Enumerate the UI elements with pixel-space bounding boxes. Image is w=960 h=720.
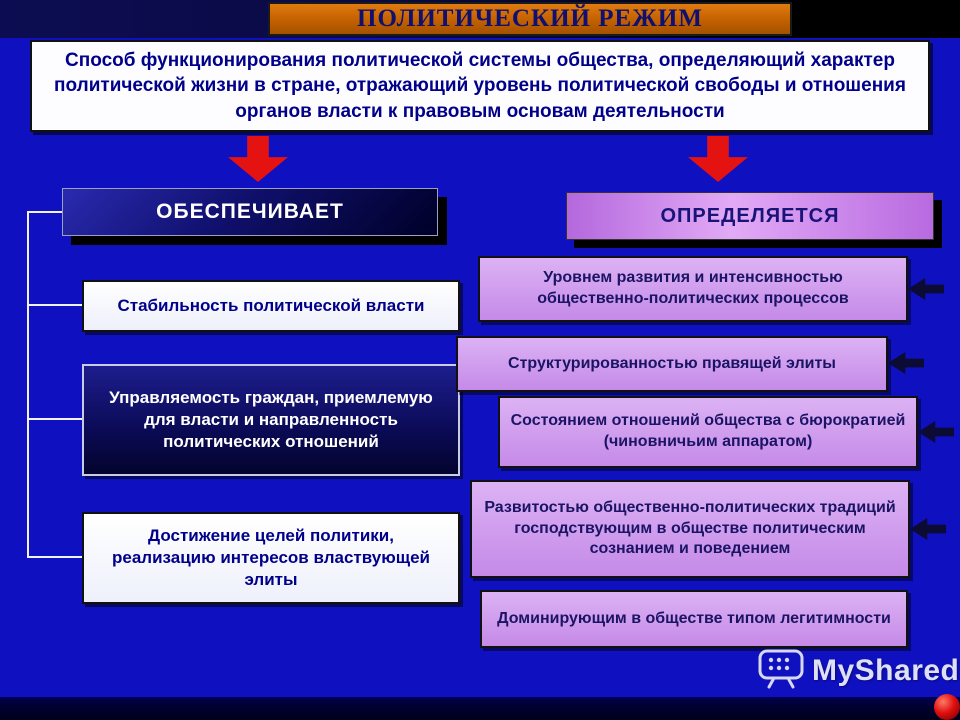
definition-box: Способ функционирования политической системы общества, определяющий характер политической жизни в стране, отражающий уровень политической свободы и отношения органов власти к правовым основам деятельности xyxy=(30,40,930,132)
page-title: ПОЛИТИЧЕСКИЙ РЕЖИМ xyxy=(268,2,792,36)
left-item-governability: Управляемость граждан, приемлемую для власти и направленность политических отношений xyxy=(82,364,460,476)
right-item-traditions: Развитостью общественно-политических традиций господствующим в обществе политическим сознанием и поведением xyxy=(470,480,910,578)
left-pointing-arrow-icon xyxy=(888,352,924,374)
down-arrow-icon xyxy=(688,136,748,182)
connector-line xyxy=(27,211,62,213)
left-pointing-arrow-icon xyxy=(908,278,944,300)
right-column-header: ОПРЕДЕЛЯЕТСЯ xyxy=(566,192,934,240)
left-item-goals: Достижение целей политики, реализацию интересов властвующей элиты xyxy=(82,512,460,604)
right-item-bureaucracy-relations: Состоянием отношений общества с бюрократией (чиновничьим аппаратом) xyxy=(498,396,918,468)
left-pointing-arrow-icon xyxy=(910,518,946,540)
red-sphere-decoration xyxy=(934,694,960,720)
left-column-header: ОБЕСПЕЧИВАЕТ xyxy=(62,188,438,236)
right-item-legitimacy-type: Доминирующим в обществе типом легитимности xyxy=(480,590,908,648)
tv-monitor-icon xyxy=(758,649,804,694)
connector-line xyxy=(27,556,82,558)
left-item-stability: Стабильность политической власти xyxy=(82,280,460,332)
right-item-elite-structure: Структурированностью правящей элиты xyxy=(456,336,888,392)
watermark-label: MyShared xyxy=(812,654,960,687)
connector-line xyxy=(27,211,29,558)
right-item-development-level: Уровнем развития и интенсивностью общественно-политических процессов xyxy=(478,256,908,322)
watermark xyxy=(758,648,960,694)
connector-line xyxy=(27,304,82,306)
bottom-strip xyxy=(0,697,960,720)
down-arrow-icon xyxy=(228,136,288,182)
connector-line xyxy=(27,418,82,420)
left-pointing-arrow-icon xyxy=(918,421,954,443)
